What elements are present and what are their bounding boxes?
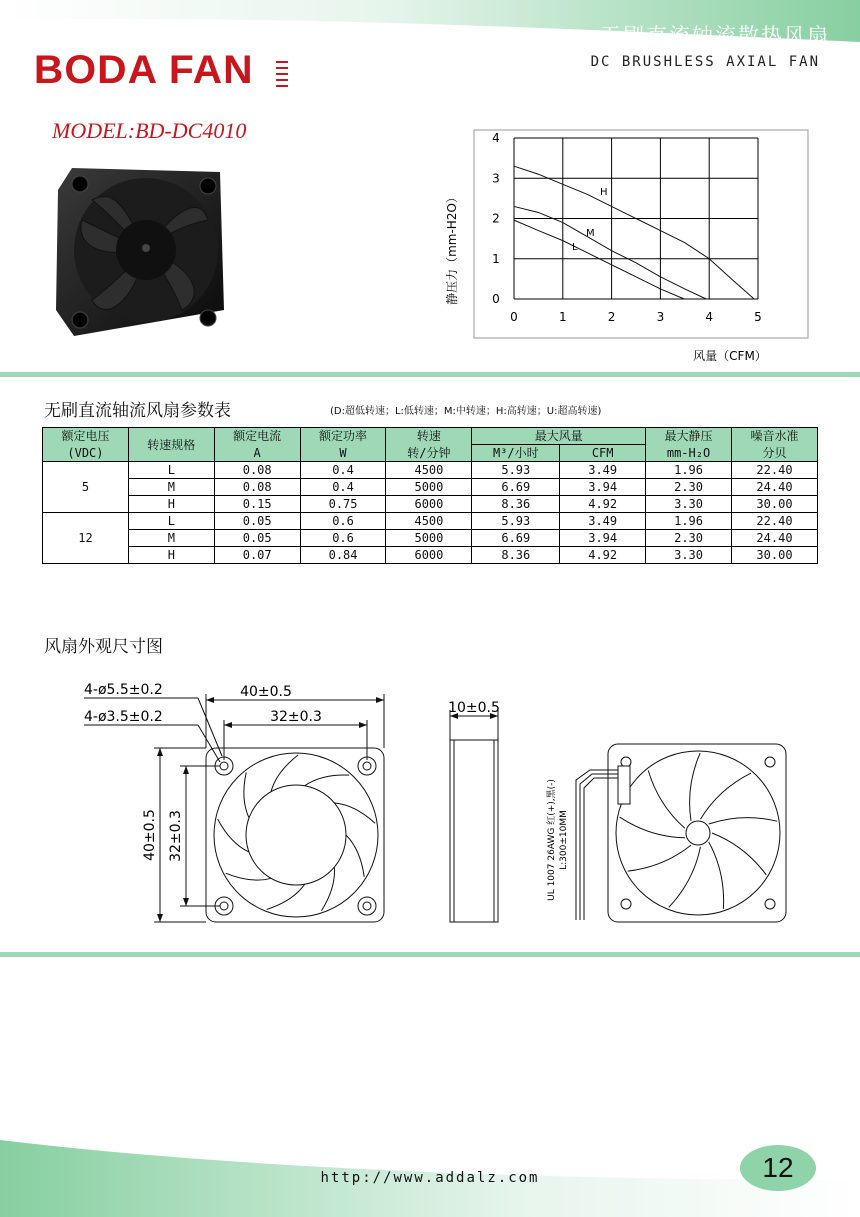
- table-cell: M: [128, 479, 214, 496]
- table-cell: 0.07: [214, 547, 300, 564]
- curve-label-h: H: [600, 187, 608, 198]
- th-noise: 噪音水准: [731, 428, 817, 445]
- fan-blade-line: [620, 817, 685, 838]
- dim-height-40: 40±0.5: [142, 809, 158, 861]
- table-cell: 2.30: [646, 479, 732, 496]
- fan-blade-line: [709, 842, 724, 909]
- th-voltage-unit: (VDC): [43, 445, 129, 462]
- table-cell: 24.40: [731, 479, 817, 496]
- dim-arrow: [183, 766, 189, 774]
- cable-spec: UL 1007 26AWG 红(+),黑(-): [547, 779, 557, 901]
- table-cell: 4.92: [560, 496, 646, 513]
- th-current-unit: A: [214, 445, 300, 462]
- table-cell: 3.49: [560, 462, 646, 479]
- dim-height-32: 32±0.3: [168, 810, 184, 862]
- table-cell: 22.40: [731, 462, 817, 479]
- curve-label-m: M: [586, 228, 595, 239]
- table-cell: 0.84: [300, 547, 386, 564]
- drawing-title: 风扇外观尺寸图: [44, 637, 163, 657]
- pq-chart: [440, 128, 820, 368]
- divider-top: [0, 372, 860, 377]
- table-cell: 5.93: [472, 513, 560, 530]
- pq-x-tick: 3: [656, 310, 665, 324]
- table-cell: 24.40: [731, 530, 817, 547]
- table-cell: 0.08: [214, 479, 300, 496]
- fan-blade-line: [709, 818, 777, 824]
- pq-y-tick: 4: [492, 131, 500, 145]
- logo-stripes-icon: [276, 58, 290, 94]
- dimension-drawing: [70, 670, 830, 940]
- table-cell: 6.69: [472, 479, 560, 496]
- th-current: 额定电流: [214, 428, 300, 445]
- th-pressure: 最大静压: [646, 428, 732, 445]
- pq-y-tick: 0: [492, 292, 500, 306]
- pq-x-tick: 4: [705, 310, 714, 324]
- table-cell: 6.69: [472, 530, 560, 547]
- dim-hole-35: 4-ø3.5±0.2: [84, 709, 163, 725]
- th-pressure-unit: mm-H₂O: [646, 445, 732, 462]
- dim-width-32: 32±0.3: [270, 709, 322, 725]
- th-airflow: 最大风量: [472, 428, 646, 445]
- table-cell: 8.36: [472, 496, 560, 513]
- fan-blade-line: [218, 819, 249, 852]
- pq-y-tick: 3: [492, 171, 500, 186]
- table-note: (D:超低转速；L:低转速；M:中转速；H:高转速；U:超高转速): [330, 406, 602, 417]
- cell-voltage: 5: [43, 462, 129, 513]
- table-cell: H: [128, 547, 214, 564]
- table-cell: 3.30: [646, 496, 732, 513]
- footer-url[interactable]: http://www.addalz.com: [320, 1170, 540, 1186]
- fan-blade-line: [669, 847, 701, 908]
- pq-xlabel: 风量（CFM）: [693, 349, 767, 363]
- fan-blade-line: [244, 772, 249, 818]
- fan-blade-line: [648, 770, 685, 828]
- table-cell: 0.6: [300, 530, 386, 547]
- brand-logo: BODA FAN: [33, 48, 254, 92]
- fan-blade-line: [628, 845, 691, 871]
- table-title: 无刷直流轴流风扇参数表: [44, 401, 231, 421]
- header-title-en: DC BRUSHLESS AXIAL FAN: [590, 54, 820, 70]
- table-cell: 1.96: [646, 462, 732, 479]
- table-cell: 2.30: [646, 530, 732, 547]
- spec-table: [42, 427, 818, 564]
- dim-thickness: 10±0.5: [448, 700, 500, 716]
- pq-x-tick: 2: [607, 310, 616, 324]
- table-cell: L: [128, 462, 214, 479]
- pq-y-tick: 1: [492, 251, 500, 266]
- th-airflow-cfm: CFM: [560, 445, 646, 462]
- page-number: 12: [740, 1145, 816, 1191]
- table-cell: 5000: [386, 530, 472, 547]
- th-voltage: 额定电压: [43, 428, 129, 445]
- curve-label-l: L: [572, 242, 578, 253]
- pq-curve-h: [514, 166, 754, 299]
- th-power-unit: W: [300, 445, 386, 462]
- dim-arrow: [157, 914, 163, 922]
- fan-blade-line: [700, 773, 751, 819]
- table-cell: 0.05: [214, 530, 300, 547]
- pq-ylabel: 静压力（mm-H2O）: [445, 191, 459, 305]
- th-noise-unit: 分贝: [731, 445, 817, 462]
- pq-x-tick: 0: [510, 310, 518, 324]
- table-cell: 1.96: [646, 513, 732, 530]
- th-speed: 转速: [386, 428, 472, 445]
- dim-width-40: 40±0.5: [240, 684, 292, 700]
- table-cell: 3.94: [560, 479, 646, 496]
- table-cell: 0.75: [300, 496, 386, 513]
- pq-curve-l: [514, 220, 684, 299]
- fan-blade-line: [267, 884, 305, 909]
- table-row: [43, 513, 818, 530]
- table-cell: 30.00: [731, 496, 817, 513]
- fan-blade-line: [346, 835, 364, 877]
- table-cell: 30.00: [731, 547, 817, 564]
- fan-blade-line: [712, 833, 766, 875]
- cell-voltage: 12: [43, 513, 129, 564]
- table-cell: 3.94: [560, 530, 646, 547]
- divider-bottom: [0, 952, 860, 957]
- th-speed-spec: 转速规格: [128, 428, 214, 462]
- pq-curve-m: [514, 206, 706, 299]
- table-row: [43, 547, 818, 564]
- front-view-frame: [206, 748, 384, 922]
- table-cell: H: [128, 496, 214, 513]
- table-cell: 0.4: [300, 479, 386, 496]
- table-cell: 4500: [386, 513, 472, 530]
- dim-arrow: [224, 722, 232, 728]
- th-power: 额定功率: [300, 428, 386, 445]
- dim-arrow: [376, 697, 384, 703]
- fan-blade-line: [690, 753, 701, 821]
- table-cell: L: [128, 513, 214, 530]
- table-cell: 4500: [386, 462, 472, 479]
- table-cell: 0.15: [214, 496, 300, 513]
- table-cell: 0.4: [300, 462, 386, 479]
- table-cell: 8.36: [472, 547, 560, 564]
- table-cell: 0.05: [214, 513, 300, 530]
- table-cell: 5.93: [472, 462, 560, 479]
- table-cell: 0.08: [214, 462, 300, 479]
- table-cell: 6000: [386, 547, 472, 564]
- pq-x-tick: 5: [754, 310, 762, 324]
- table-row: [43, 496, 818, 513]
- cable-length: L:300±10MM: [559, 810, 569, 870]
- table-cell: M: [128, 530, 214, 547]
- fan-photo: [52, 160, 232, 340]
- th-speed-unit: 转/分钟: [386, 445, 472, 462]
- dim-arrow: [206, 697, 214, 703]
- fan-blade-line: [305, 775, 349, 786]
- pq-y-tick: 2: [492, 211, 500, 226]
- pq-x-tick: 1: [558, 310, 567, 324]
- dim-arrow: [157, 748, 163, 756]
- table-cell: 4.92: [560, 547, 646, 564]
- table-row: [43, 479, 818, 496]
- dim-arrow: [183, 898, 189, 906]
- dim-hole-55: 4-ø5.5±0.2: [84, 682, 163, 698]
- table-cell: 5000: [386, 479, 472, 496]
- table-cell: 3.30: [646, 547, 732, 564]
- table-row: [43, 530, 818, 547]
- header-title-cn: 无刷直流轴流散热风扇: [600, 24, 830, 48]
- model-label: MODEL:BD-DC4010: [52, 118, 247, 143]
- table-cell: 0.6: [300, 513, 386, 530]
- dim-arrow: [359, 722, 367, 728]
- table-cell: 22.40: [731, 513, 817, 530]
- th-airflow-m3: M³/小时: [472, 445, 560, 462]
- table-cell: 3.49: [560, 513, 646, 530]
- table-row: [43, 462, 818, 479]
- table-cell: 6000: [386, 496, 472, 513]
